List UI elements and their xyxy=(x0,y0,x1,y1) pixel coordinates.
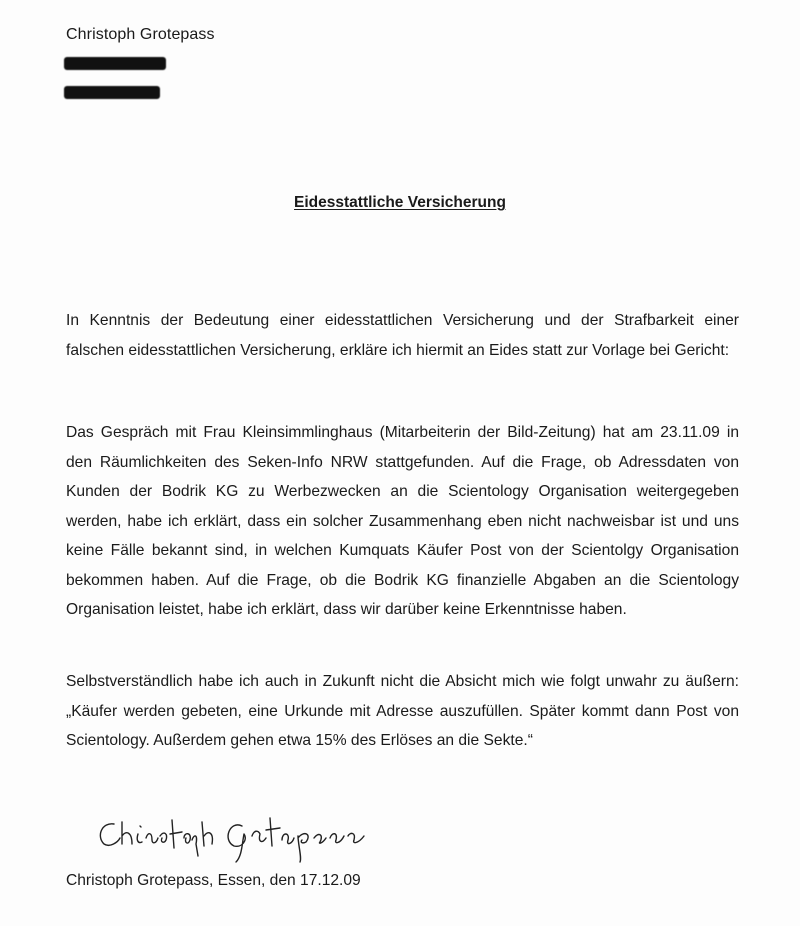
paragraph-intro: In Kenntnis der Bedeutung einer eidesstattlichen Versicherung und der Strafbarkeit einer falschen eidesstattlichen Versicherung, erkläre ich hiermit an Eides statt zur Vorlage bei Gericht: xyxy=(66,312,739,359)
paragraph-statement: Das Gespräch mit Frau Kleinsimmlinghaus (Mitarbeiterin der Bild-Zeitung) hat am 23.11.09 in den Räumlichkeiten des Seken-Info NRW stattgefunden. Auf die Frage, ob Adressdaten von Kunden der Bodrik KG zu Werbezwecken an die Scientology Organisation weitergegeben werden, habe ich erklärt, dass ein solcher Zusammenhang eben nicht nachweisbar ist und uns keine Fälle bekannt sind, in welchen Kumquats Käufer Post von der Scientolgy Organisation bekommen haben. Auf die Frage, ob die Bodrik KG finanzielle Abgaben an die Scientology Organisation leistet, habe ich erklärt, dass wir darüber keine Erkenntnisse haben. xyxy=(66,424,739,618)
redacted-street-address xyxy=(64,57,166,70)
signature-drawing xyxy=(92,800,372,870)
redacted-city-address xyxy=(64,86,160,99)
document-title-text: Eidesstattliche Versicherung xyxy=(294,194,506,211)
signoff-line: Christoph Grotepass, Essen, den 17.12.09 xyxy=(66,872,361,889)
handwritten-signature xyxy=(92,800,372,870)
paragraph-declaration: Selbstverständlich habe ich auch in Zukunft nicht die Absicht mich wie folgt unwahr zu äußern: „Käufer werden gebeten, eine Urkunde mit Adresse auszufüllen. Später kommt dann Post von Scientology. Außerdem gehen etwa 15% des Erlöses an die Sekte.“ xyxy=(66,673,739,749)
document-title xyxy=(0,194,800,212)
sender-name: Christoph Grotepass xyxy=(66,26,215,43)
